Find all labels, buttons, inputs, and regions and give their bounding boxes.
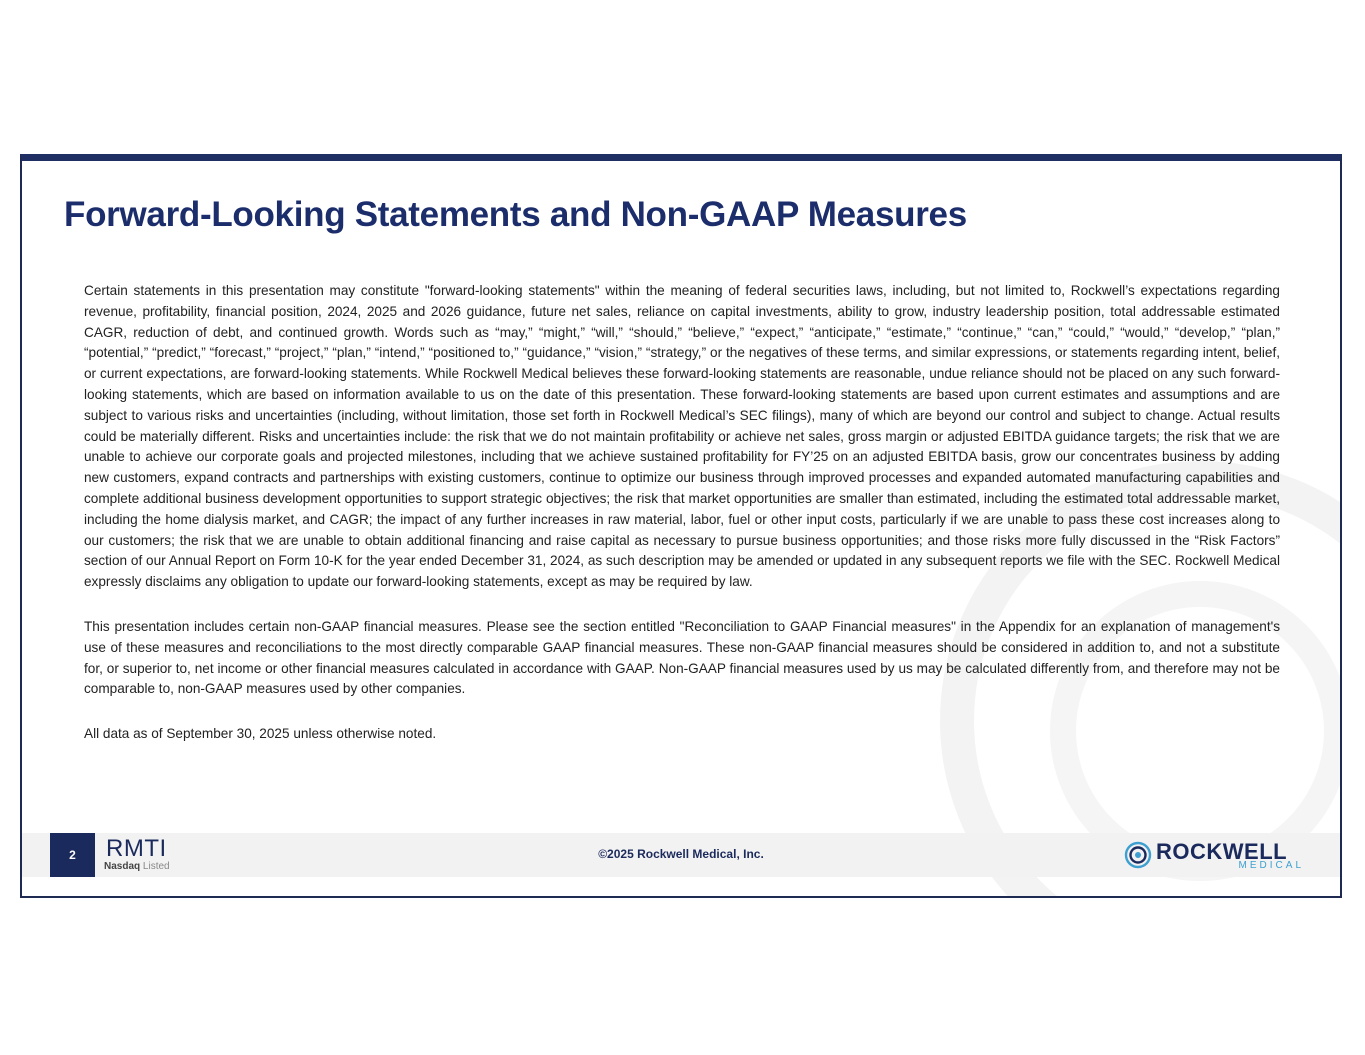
company-logo bbox=[1124, 839, 1304, 873]
copyright-notice: ©2025 Rockwell Medical, Inc. bbox=[598, 847, 764, 861]
logo-name: ROCKWELL bbox=[1156, 839, 1288, 864]
ticker-symbol: RMTI bbox=[106, 835, 167, 862]
exchange-name: Nasdaq bbox=[104, 861, 141, 872]
logo-subtitle: MEDICAL bbox=[1238, 860, 1304, 871]
exchange-label bbox=[104, 861, 170, 872]
page-title: Forward-Looking Statements and Non-GAAP Measures bbox=[64, 195, 967, 234]
slide bbox=[20, 154, 1342, 898]
forward-looking-paragraph: Certain statements in this presentation may constitute "forward-looking statements" within the meaning of federal securities laws, including, but not limited to, Rockwell’s expectations regarding revenue, profitability, financial position, 2024, 2025 and 2026 guidance, future net sales, reliance on capital investments, ability to grow, industry leadership position, total addressable estimated CAGR, reduction of debt, and continued growth. Words such as “may,” “might,” “will,” “should,” “believe,” “expect,” “anticipate,” “estimate,” “continue,” “can,” “could,” “would,” “develop,” “plan,” “potential,” “predict,” “forecast,” “project,” “plan,” “intend,” “positioned to,” “guidance,” “vision,” “strategy,” or the negatives of these terms, and similar expressions, or statements regarding intent, belief, or current expectations, are forward-looking statements. While Rockwell Medical believes these forward-looking statements are reasonable, undue reliance should not be placed on any such forward-looking statements, which are based on information available to us on the date of this presentation. These forward-looking statements are based upon current estimates and assumptions and are subject to various risks and uncertainties (including, without limitation, those set forth in Rockwell Medical’s SEC filings), many of which are beyond our control and subject to change. Actual results could be materially different. Risks and uncertainties include: the risk that we do not maintain profitability or achieve net sales, gross margin or adjusted EBITDA guidance targets; the risk that we are unable to achieve our corporate goals and projected milestones, including that we achieve sustained profitability for FY’25 on an adjusted EBITDA basis, grow our concentrates business by adding new customers, expand contracts and partnerships with existing customers, continue to optimize our business through improved processes and expanded automated manufacturing capabilities and complete additional business development opportunities to support strategic objectives; the risk that market opportunities are smaller than estimated, including the estimated total addressable market, including the home dialysis market, and CAGR; the impact of any further increases in raw material, labor, fuel or other input costs, particularly if we are unable to pass these cost increases along to our customers; the risk that we are unable to obtain additional financing and raise capital as necessary to pursue business opportunities; and those risks more fully discussed in the “Risk Factors” section of our Annual Report on Form 10-K for the year ended December 31, 2024, as such description may be amended or updated in any subsequent reports we file with the SEC. Rockwell Medical expressly disclaims any obligation to update our forward-looking statements, except as may be required by law. bbox=[84, 283, 1280, 590]
slide-footer bbox=[22, 833, 1340, 877]
exchange-status: Listed bbox=[142, 861, 170, 872]
non-gaap-paragraph: This presentation includes certain non-GAAP financial measures. Please see the section entitled "Reconciliation to GAAP Financial measures" in the Appendix for an explanation of management's use of these measures and reconciliations to the most directly comparable GAAP financial measures. These non-GAAP financial measures should be considered in addition to, and not a substitute for, or superior to, net income or other financial measures calculated in accordance with GAAP. Non-GAAP financial measures used by us may be calculated differently from, and therefore may not be comparable to, non-GAAP measures used by other companies. bbox=[84, 618, 1280, 697]
body-text bbox=[84, 281, 1280, 769]
page-number: 2 bbox=[50, 833, 95, 877]
data-date-note: All data as of September 30, 2025 unless otherwise noted. bbox=[84, 726, 437, 742]
rockwell-ring-icon bbox=[1124, 841, 1152, 869]
